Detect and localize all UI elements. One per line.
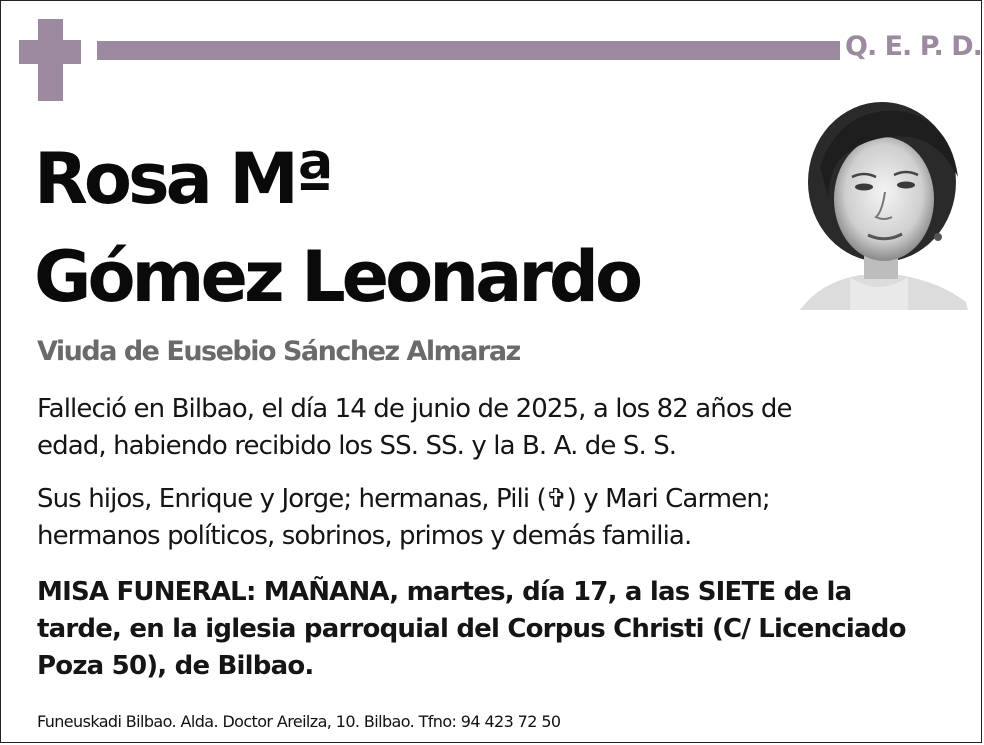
funeral-home-footer: Funeuskadi Bilbao. Alda. Doctor Areilza, 10. Bilbao. Tfno: 94 423 72 50 (37, 712, 561, 731)
funeral-line-3: Poza 50), de Bilbao. (37, 651, 314, 681)
funeral-line-1: MISA FUNERAL: MAÑANA, martes, día 17, a las SIETE de la (37, 577, 852, 607)
family-line-1: Sus hijos, Enrique y Jorge; hermanas, Pili (✞) y Mari Carmen; (37, 484, 770, 514)
family-line-2: hermanos políticos, sobrinos, primos y demás familia. (37, 521, 692, 551)
death-notice-line-2: edad, habiendo recibido los SS. SS. y la B. A. de S. S. (37, 431, 677, 461)
death-notice-line-1: Falleció en Bilbao, el día 14 de junio de 2025, a los 82 años de (37, 394, 792, 424)
cross-icon-horizontal (19, 40, 81, 64)
portrait-photo (790, 97, 968, 310)
header-bar (97, 41, 840, 60)
deceased-name (34, 130, 639, 326)
family-paragraph (37, 481, 957, 555)
funeral-line-2: tarde, en la iglesia parroquial del Corpus Christi (C/ Licenciado (37, 614, 906, 644)
name-line-1: Rosa Mª (34, 138, 331, 220)
funeral-mass-paragraph (37, 574, 967, 685)
name-line-2: Gómez Leonardo (34, 236, 640, 318)
death-notice-paragraph (37, 391, 957, 465)
widow-subtitle: Viuda de Eusebio Sánchez Almaraz (37, 336, 520, 367)
qepd-label: Q. E. P. D. (845, 31, 982, 62)
